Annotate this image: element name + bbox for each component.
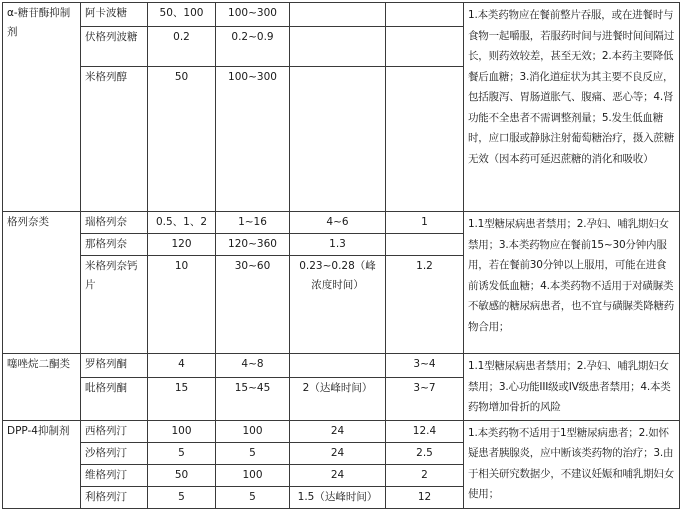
drug-table (2, 2, 680, 509)
drug-name-cell: 瑞格列奈 (81, 212, 148, 234)
daily-dose-cell: 5 (216, 442, 290, 464)
drug-name-cell: 维格列汀 (81, 464, 148, 486)
table-row (3, 3, 680, 27)
drug-name-cell: 阿卡波糖 (81, 3, 148, 27)
freq-cell (386, 27, 464, 67)
freq-cell: 3~7 (386, 378, 464, 420)
drug-name-cell: 米格列醇 (81, 67, 148, 212)
single-dose-cell: 120 (148, 234, 216, 256)
notes-cell: 1.本类药物应在餐前整片吞服，或在进餐时与食物一起嚼服，若服药时间与进餐时间间隔过长，则药效较差，甚至无效；2.本药主要降低餐后血糖；3.消化道症状为其主要不良反应，包括腹泻、胃肠道胀气、腹痛、恶心等；4.肾功能不全患者不需调整剂量；5.发生低血糖时，应口服或静脉注射葡萄糖治疗，摄入蔗糖无效（因本药可延迟蔗糖的消化和吸收） (464, 3, 680, 212)
single-dose-cell: 50 (148, 464, 216, 486)
duration-cell: 1.5（达峰时间） (290, 486, 386, 508)
daily-dose-cell: 15~45 (216, 378, 290, 420)
single-dose-cell: 15 (148, 378, 216, 420)
single-dose-cell: 0.5、1、2 (148, 212, 216, 234)
drug-name-cell: 利格列汀 (81, 486, 148, 508)
duration-cell: 0.23~0.28（峰浓度时间） (290, 256, 386, 354)
freq-cell: 12.4 (386, 420, 464, 442)
table-row (3, 354, 680, 378)
notes-cell: 1.本类药物不适用于1型糖尿病患者；2.如怀疑患者胰腺炎，应中断该类药物的治疗；3.由于相关研究数据少，不建议妊娠和哺乳期妇女使用； (464, 420, 680, 508)
single-dose-cell: 5 (148, 442, 216, 464)
table-row (3, 212, 680, 234)
duration-cell (290, 354, 386, 378)
single-dose-cell: 10 (148, 256, 216, 354)
daily-dose-cell: 4~8 (216, 354, 290, 378)
freq-cell: 2.5 (386, 442, 464, 464)
freq-cell: 2 (386, 464, 464, 486)
single-dose-cell: 5 (148, 486, 216, 508)
single-dose-cell: 4 (148, 354, 216, 378)
daily-dose-cell: 100~300 (216, 67, 290, 212)
duration-cell (290, 3, 386, 27)
single-dose-cell: 0.2 (148, 27, 216, 67)
drug-name-cell: 沙格列汀 (81, 442, 148, 464)
freq-cell (386, 67, 464, 212)
table-row (3, 420, 680, 442)
freq-cell (386, 3, 464, 27)
drug-name-cell: 吡格列酮 (81, 378, 148, 420)
daily-dose-cell: 100~300 (216, 3, 290, 27)
notes-cell: 1.1型糖尿病患者禁用；2.孕妇、哺乳期妇女禁用；3.心功能III级或IV级患者禁用；4.本类药物增加骨折的风险 (464, 354, 680, 421)
daily-dose-cell: 30~60 (216, 256, 290, 354)
freq-cell (386, 234, 464, 256)
single-dose-cell: 50、100 (148, 3, 216, 27)
duration-cell: 24 (290, 420, 386, 442)
drug-class-cell: DPP-4抑制剂 (3, 420, 81, 508)
drug-class-cell: α-糖苷酶抑制剂 (3, 3, 81, 212)
duration-cell: 1.3 (290, 234, 386, 256)
freq-cell: 1 (386, 212, 464, 234)
duration-cell: 24 (290, 464, 386, 486)
drug-name-cell: 那格列奈 (81, 234, 148, 256)
duration-cell (290, 27, 386, 67)
daily-dose-cell: 100 (216, 420, 290, 442)
daily-dose-cell: 100 (216, 464, 290, 486)
freq-cell: 3~4 (386, 354, 464, 378)
freq-cell: 12 (386, 486, 464, 508)
duration-cell (290, 67, 386, 212)
drug-name-cell: 伏格列波糖 (81, 27, 148, 67)
daily-dose-cell: 1~16 (216, 212, 290, 234)
drug-name-cell: 西格列汀 (81, 420, 148, 442)
daily-dose-cell: 5 (216, 486, 290, 508)
drug-class-cell: 噻唑烷二酮类 (3, 354, 81, 421)
daily-dose-cell: 0.2~0.9 (216, 27, 290, 67)
single-dose-cell: 50 (148, 67, 216, 212)
drug-name-cell: 米格列奈钙片 (81, 256, 148, 354)
duration-cell: 24 (290, 442, 386, 464)
duration-cell: 4~6 (290, 212, 386, 234)
drug-name-cell: 罗格列酮 (81, 354, 148, 378)
duration-cell: 2（达峰时间） (290, 378, 386, 420)
drug-class-cell: 格列奈类 (3, 212, 81, 354)
freq-cell: 1.2 (386, 256, 464, 354)
notes-cell: 1.1型糖尿病患者禁用；2.孕妇、哺乳期妇女禁用；3.本类药物应在餐前15~30分钟内服用，若在餐前30分钟以上服用，可能在进食前诱发低血糖；4.本类药物不适用于对磺脲类不敏感的糖尿病患者，也不宜与磺脲类降糖药物合用； (464, 212, 680, 354)
single-dose-cell: 100 (148, 420, 216, 442)
daily-dose-cell: 120~360 (216, 234, 290, 256)
